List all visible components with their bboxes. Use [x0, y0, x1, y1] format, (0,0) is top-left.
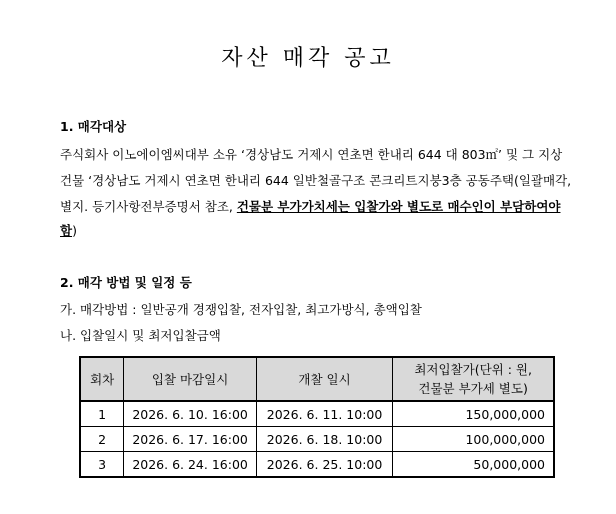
header-bid-deadline: 입찰 마감일시 — [124, 357, 257, 401]
cell-bid-deadline: 2026. 6. 24. 16:00 — [124, 452, 257, 478]
header-min-bid-price-line-1: 최저입찰가(단위 : 원, — [414, 362, 532, 377]
sale-target-line-4 — [60, 222, 77, 240]
cell-round: 1 — [80, 401, 124, 427]
bid-schedule-table — [79, 356, 555, 478]
sale-target-line-3-text: 별지. 등기사항전부증명서 참조, — [60, 199, 237, 214]
sale-target-line-4-tail: ) — [72, 223, 77, 238]
cell-opening-time: 2026. 6. 11. 10:00 — [256, 401, 392, 427]
cell-bid-deadline: 2026. 6. 10. 16:00 — [124, 401, 257, 427]
cell-round: 3 — [80, 452, 124, 478]
cell-min-bid-price: 100,000,000 — [393, 427, 554, 452]
header-min-bid-price — [393, 357, 554, 401]
sale-method-item: 가. 매각방법 : 일반공개 경쟁입찰, 전자입찰, 최고가방식, 총액입찰 — [60, 302, 422, 317]
cell-opening-time: 2026. 6. 18. 10:00 — [256, 427, 392, 452]
vat-notice-emphasis: 건물분 부가가치세는 입찰가와 별도로 매수인이 부담하여야 — [236, 199, 561, 214]
sale-target-line-3 — [60, 198, 560, 216]
vat-notice-emphasis-end: 함 — [60, 223, 73, 238]
sale-target-line-2: 건물 ‘경상남도 거제시 연초면 한내리 644 일반철골구조 콘크리트지붕3층 공동주택(일괄매각, — [60, 173, 572, 188]
header-opening-time: 개찰 일시 — [256, 357, 392, 401]
document-title: 자산 매각 공고 — [221, 46, 395, 71]
cell-min-bid-price: 50,000,000 — [393, 452, 554, 478]
cell-round: 2 — [80, 427, 124, 452]
cell-bid-deadline: 2026. 6. 17. 16:00 — [124, 427, 257, 452]
section-heading-sale-target: 1. 매각대상 — [60, 119, 127, 134]
section-heading-sale-method: 2. 매각 방법 및 일정 등 — [60, 275, 192, 290]
bid-schedule-item: 나. 입찰일시 및 최저입찰금액 — [60, 328, 221, 343]
header-min-bid-price-line-2: 건물분 부가세 별도) — [418, 381, 528, 396]
cell-opening-time: 2026. 6. 25. 10:00 — [256, 452, 392, 478]
table-row — [80, 452, 554, 478]
sale-target-line-1: 주식회사 이노에이엠씨대부 소유 ‘경상남도 거제시 연초면 한내리 644 대 803㎡’ 및 그 지상 — [60, 147, 563, 162]
table-header-row — [80, 357, 554, 401]
cell-min-bid-price: 150,000,000 — [393, 401, 554, 427]
table-row — [80, 427, 554, 452]
header-round: 회차 — [80, 357, 124, 401]
table-row — [80, 401, 554, 427]
